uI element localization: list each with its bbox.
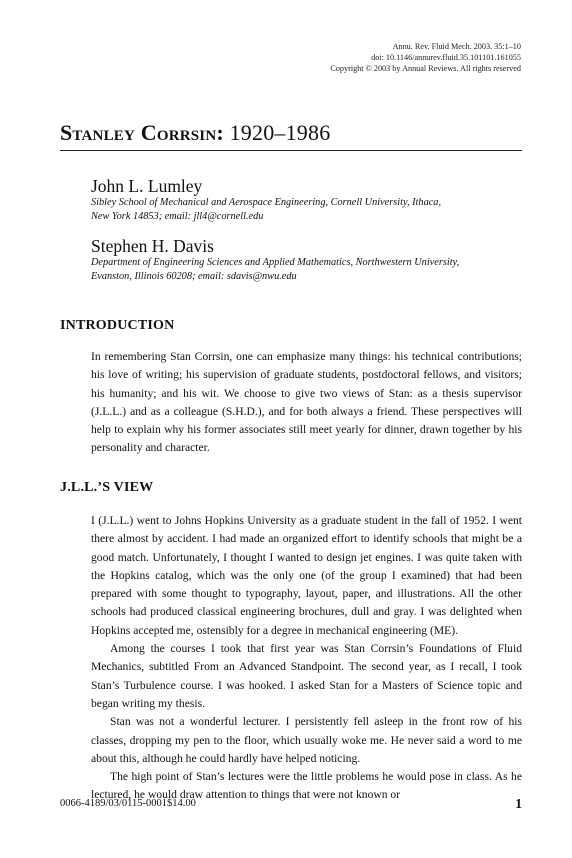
introduction-body — [91, 348, 522, 458]
copyright-line: Copyright © 2003 by Annual Reviews. All rights reserved — [330, 64, 521, 74]
paragraph: In remembering Stan Corrsin, one can emphasize many things: his technical contributions; his love of writing; his supervision of graduate students, postdoctoral fellows, and visitors; his humanity; and his wit. We choose to give two views of Stan: as a thesis supervisor (J.L.L.) and as a colleague (S.H.D.), and for both always a friend. These perspectives will help to explain why his former associates still meet yearly for dinner, drawn together by his personality and character. — [91, 350, 522, 455]
author-affiliation-line: Department of Engineering Sciences and Applied Mathematics, Northwestern University, — [91, 257, 460, 268]
author-name: Stephen H. Davis — [91, 236, 214, 256]
author-name: John L. Lumley — [91, 176, 203, 196]
citation-line: Annu. Rev. Fluid Mech. 2003. 35:1–10 — [392, 42, 521, 51]
paragraph: Stan was not a wonderful lecturer. I persistently fell asleep in the front row of his classes, dropping my pen to the floor, which usually woke me. He never said a word to me about this, although he could hardly have helped noticing. — [91, 715, 522, 765]
author-affiliation-line: Evanston, Illinois 60208; email: sdavis@nwu.edu — [91, 271, 297, 283]
section-heading-introduction: INTRODUCTION — [60, 318, 175, 333]
author-block — [91, 176, 531, 224]
author-block — [91, 236, 531, 284]
article-title — [60, 120, 520, 146]
paragraph: I (J.L.L.) went to Johns Hopkins University as a graduate student in the fall of 1952. I went there almost by accident. I had made an organized effort to identify schools that might be a good match. Unfortunately, I thought I wanted to design jet engines. I was quite taken with the Hopkins catalog, which was the only one (of the group I examined) that had been prepared with some thought to typography, layout, paper, and illustrations. All the other schools had produced classical engineering brochures, dull and gray. I was delighted when Hopkins accepted me, ostensibly for a degree in mechanical engineering (ME). — [91, 514, 522, 637]
title-name: Stanley Corrsin: — [60, 120, 224, 145]
author-affiliation-line: Sibley School of Mechanical and Aerospace Engineering, Cornell University, Ithaca, — [91, 197, 442, 208]
author-affiliation-line: New York 14853; email: jll4@cornell.edu — [91, 211, 264, 223]
journal-header — [261, 41, 521, 75]
paragraph: Among the courses I took that first year was Stan Corrsin’s Foundations of Fluid Mechanics, subtitled From an Advanced Standpoint. The second year, as I recall, I took Stan’s Turbulence course. I was hooked. I asked Stan for a Masters of Science topic and began writing my thesis. — [91, 642, 522, 710]
section-heading-jll-view: J.L.L.’S VIEW — [60, 480, 154, 495]
footer-code: 0066-4189/03/0115-0001$14.00 — [60, 798, 196, 809]
paragraph: The high point of Stan’s lectures were the little problems he would pose in class. As he lectured, he would draw attention to things that were not known or — [91, 770, 522, 802]
page-number: 1 — [515, 796, 522, 811]
jll-view-body — [91, 512, 522, 805]
title-years: 1920–1986 — [223, 120, 331, 145]
doi-line: doi: 10.1146/annurev.fluid.35.101101.161055 — [371, 53, 521, 63]
title-rule — [60, 150, 522, 151]
